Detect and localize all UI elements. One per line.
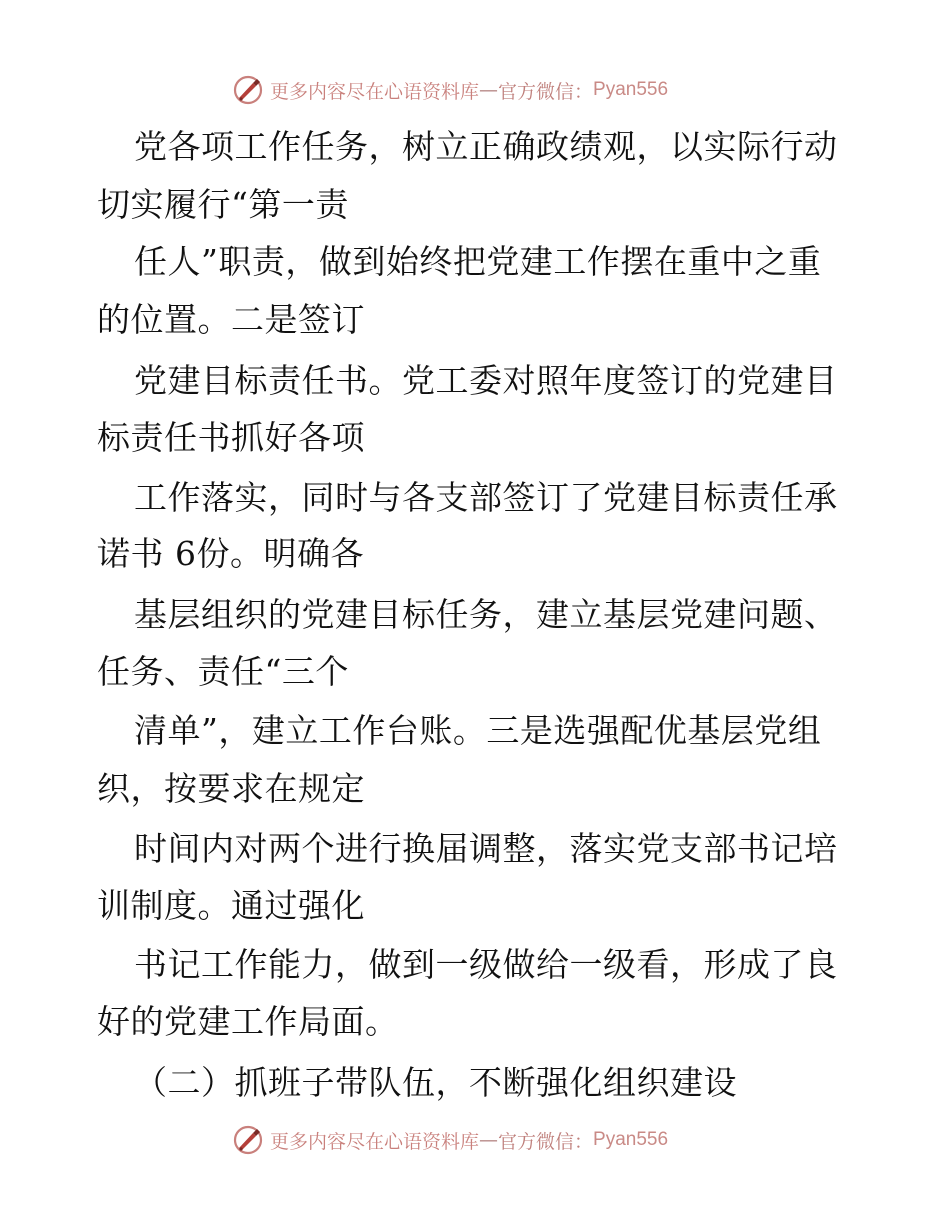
watermark-wechat-id: Pyan556 xyxy=(593,1129,669,1150)
section-heading: （二）抓班子带队伍，不断强化组织建设 xyxy=(134,1063,737,1102)
watermark-wechat-id: Pyan556 xyxy=(593,79,669,100)
paragraph-line: 好的党建工作局面。 xyxy=(97,1002,399,1041)
paragraph-line: 的位置。二是签订 xyxy=(97,300,365,339)
paragraph-line: 党建目标责任书。党工委对照年度签订的党建目 xyxy=(134,361,838,400)
paragraph-line: 书记工作能力，做到一级做给一级看，形成了良 xyxy=(134,945,838,984)
paragraph-line: 基层组织的党建目标任务，建立基层党建问题、 xyxy=(134,595,838,634)
watermark-main-text: 更多内容尽在心语资料库 xyxy=(270,80,480,103)
watermark-wechat-label: 官方微信： xyxy=(498,80,594,103)
watermark-wechat-label: 官方微信： xyxy=(498,1130,594,1153)
paragraph-line: 诺书 6份。明确各 xyxy=(97,534,364,573)
paragraph-line: 任人”职责，做到始终把党建工作摆在重中之重 xyxy=(134,242,822,281)
paragraph-line: 训制度。通过强化 xyxy=(97,886,365,925)
watermark-main-text: 更多内容尽在心语资料库 xyxy=(270,1130,480,1153)
footer-watermark xyxy=(232,1122,752,1158)
paragraph-line: 清单”，建立工作台账。三是选强配优基层党组 xyxy=(134,711,822,750)
watermark-separator: — xyxy=(479,1129,499,1151)
paragraph-line: 工作落实，同时与各支部签订了党建目标责任承 xyxy=(134,478,838,517)
paragraph-line: 任务、责任“三个 xyxy=(97,652,349,691)
paragraph-line: 标责任书抓好各项 xyxy=(97,418,365,457)
header-watermark xyxy=(232,72,752,108)
watermark-separator: — xyxy=(479,79,499,101)
pen-logo-icon xyxy=(232,74,264,106)
paragraph-line: 织，按要求在规定 xyxy=(97,769,365,808)
paragraph-line: 时间内对两个进行换届调整，落实党支部书记培 xyxy=(134,829,838,868)
paragraph-line: 切实履行“第一责 xyxy=(97,185,349,224)
pen-logo-icon xyxy=(232,1124,264,1156)
paragraph-line: 党各项工作任务，树立正确政绩观，以实际行动 xyxy=(134,127,838,166)
